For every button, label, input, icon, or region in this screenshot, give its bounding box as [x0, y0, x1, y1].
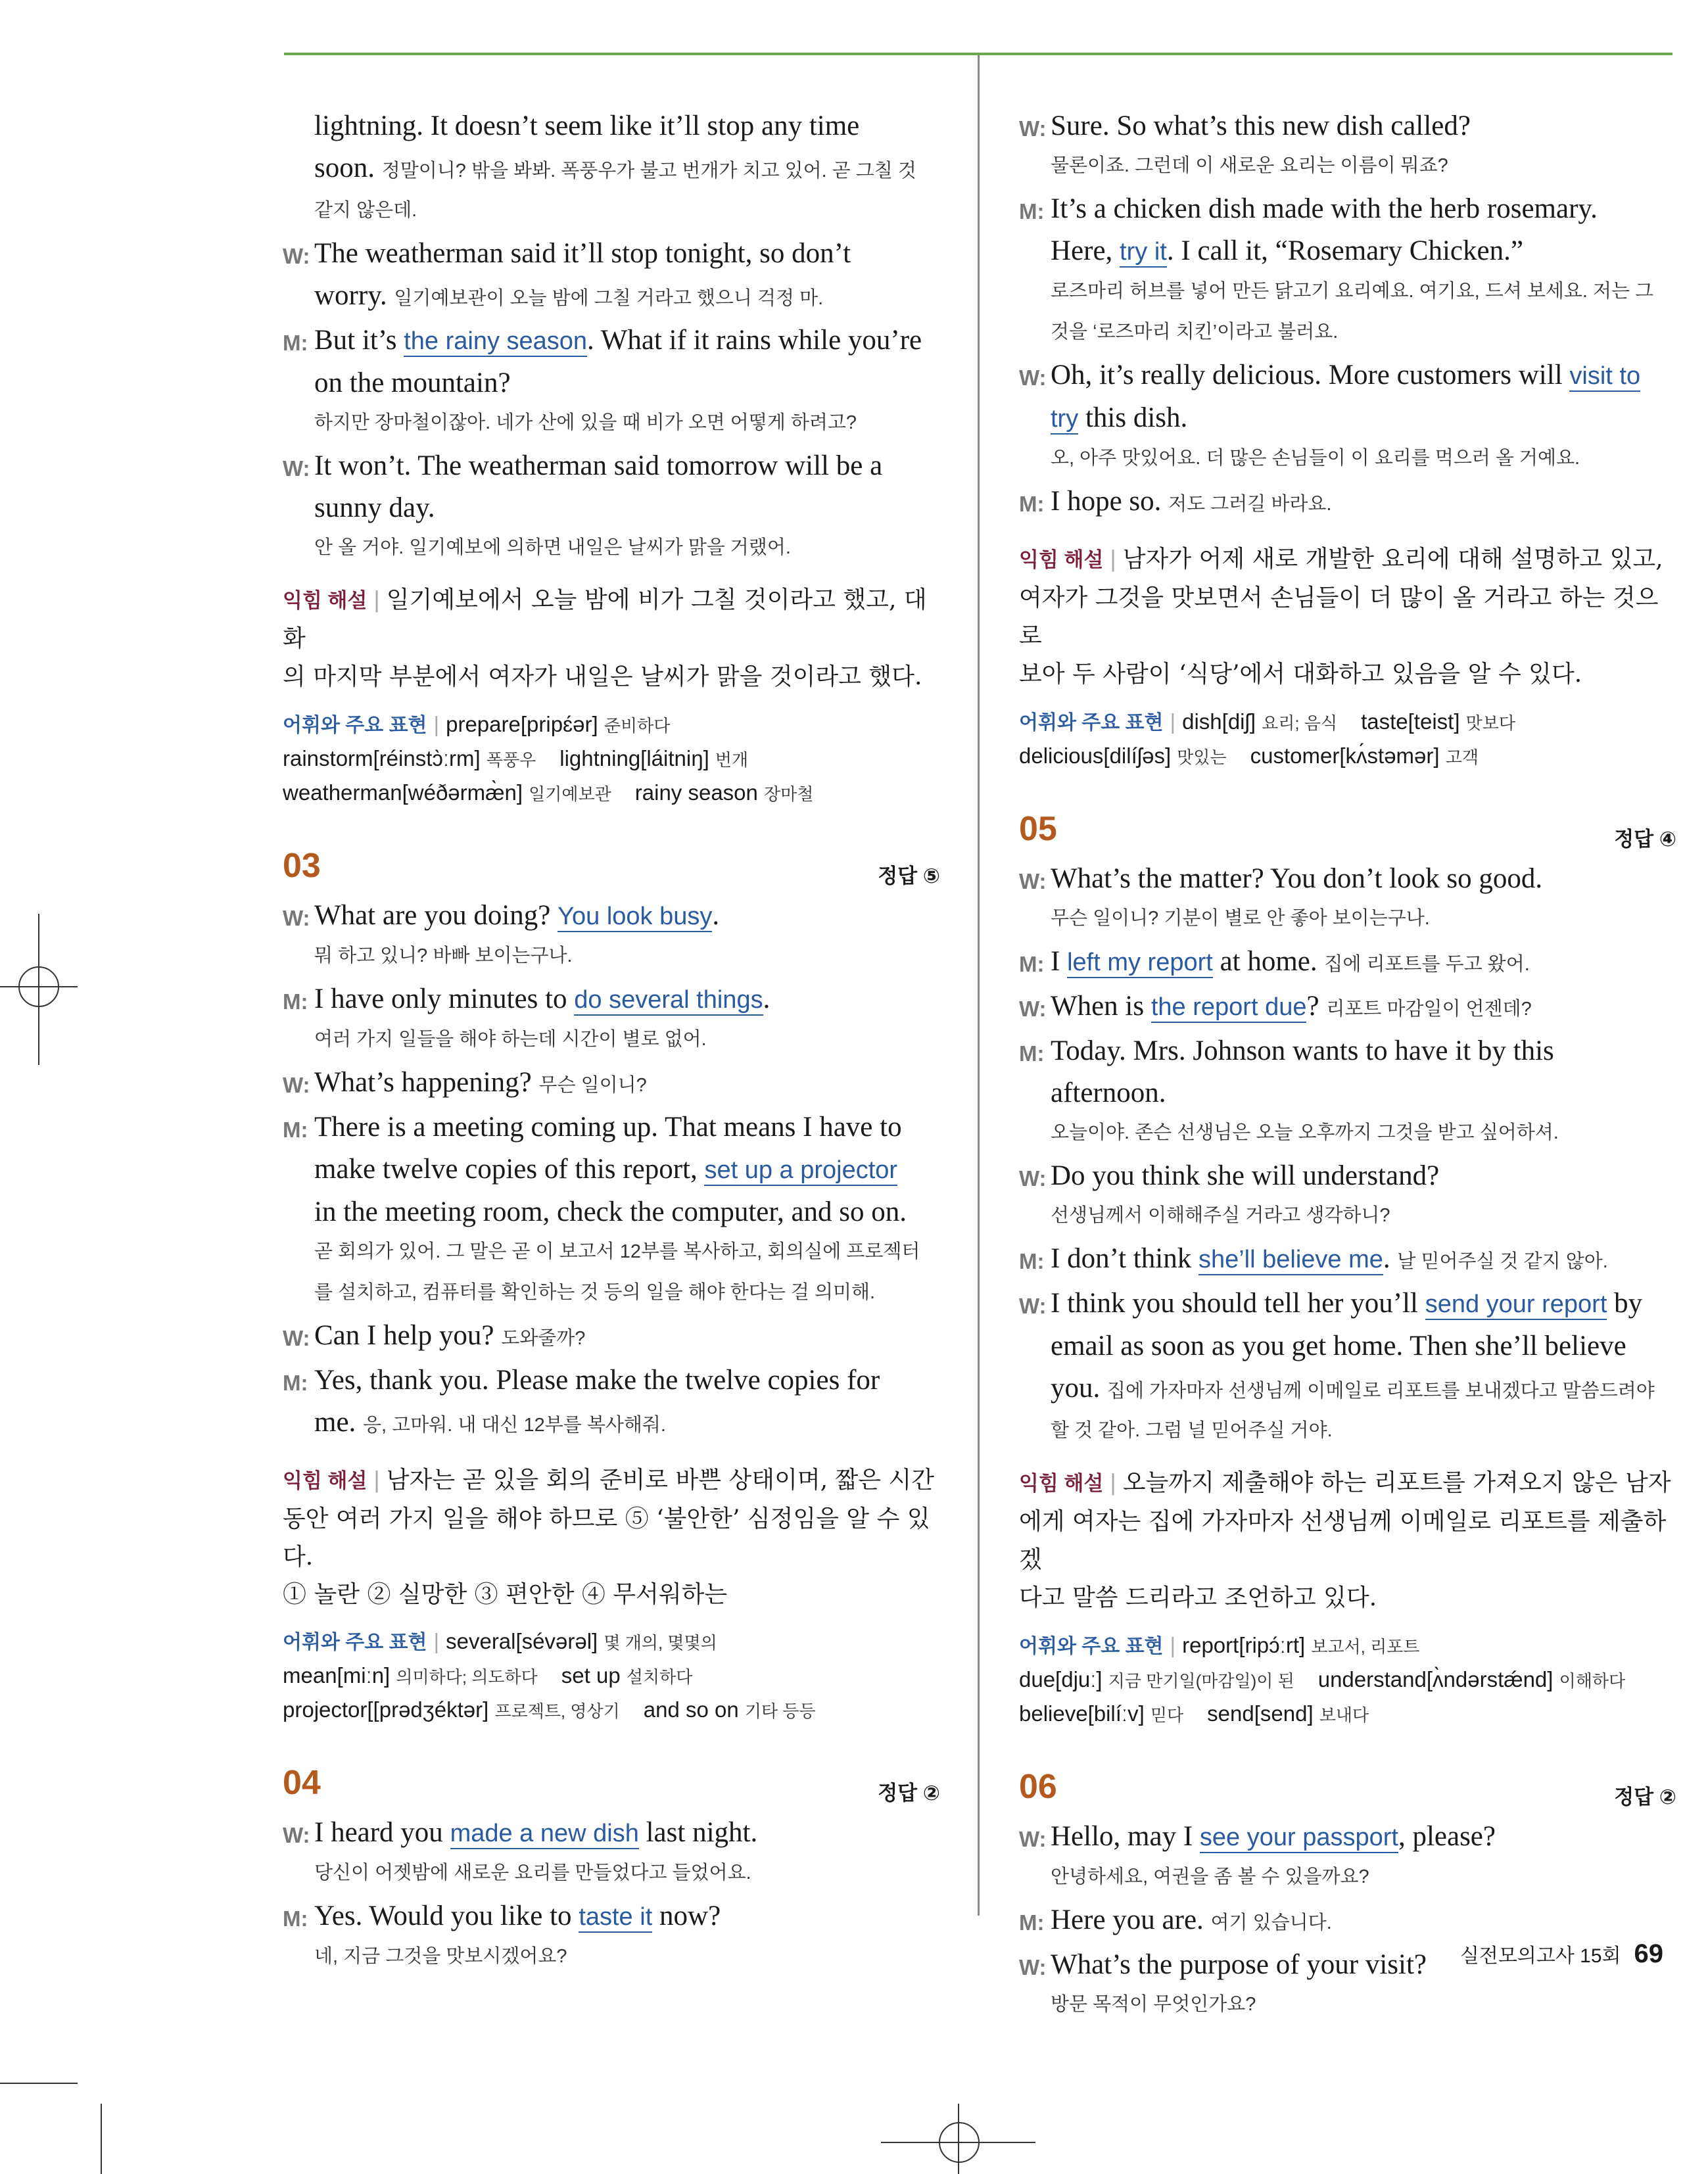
explanation-text: 의 마지막 부분에서 여자가 내일은 날씨가 맑을 것이라고 했다.: [283, 663, 922, 690]
vocab-row: [283, 742, 940, 776]
blank-answer: made a new dish: [450, 1820, 639, 1849]
speaker-label: W:: [283, 1326, 310, 1350]
dialogue-line: [283, 319, 940, 362]
explanation-text: 에게 여자는 집에 가자마자 선생님께 이메일로 리포트를 제출하겠: [1019, 1508, 1667, 1573]
question-06-dialogue: [1019, 1816, 1676, 2023]
dialogue-text: soon.: [314, 153, 382, 183]
speaker-label: M:: [1019, 952, 1045, 976]
dialogue-text: Today. Mrs. Johnson wants to have it by this afternoon.: [1051, 1035, 1554, 1108]
dialogue-text: . I call it, “Rosemary Chicken.”: [1166, 235, 1523, 266]
vocab-label: 어휘와 주요 표현: [1019, 1636, 1164, 1657]
registration-mark-circle: [939, 2122, 980, 2163]
dialogue-text: I hope so.: [1051, 486, 1169, 517]
korean-translation: 당신이 어젯밤에 새로운 요리를 만들었다고 들었어요.: [314, 1862, 751, 1883]
dialogue-line: [283, 1359, 940, 1402]
explanation-text: 동안 여러 가지 일을 해야 하므로 ⑤ ‘불안한’ 심정임을 알 수 있다.: [283, 1505, 930, 1571]
question-04-vocabulary: [1019, 705, 1676, 774]
vocab-meaning: 몇 개의, 몇몇의: [604, 1633, 717, 1653]
question-05-dialogue: [1019, 858, 1676, 1449]
dialogue-line: [1019, 354, 1676, 397]
vocab-row: [1019, 740, 1676, 774]
dialogue-text: lightning. It doesn’t seem like it’ll stop any time: [314, 110, 860, 141]
dialogue-text: I: [1051, 946, 1068, 977]
blank-answer: left my report: [1067, 949, 1213, 978]
dialogue-line: [1019, 397, 1676, 440]
speaker-label: M:: [283, 1118, 308, 1142]
dialogue-line: [1019, 1899, 1676, 1944]
dialogue-text: I have only minutes to: [314, 983, 575, 1014]
vocab-meaning: 폭풍우: [486, 750, 536, 770]
korean-translation: 리포트 마감일이 언젠데?: [1326, 999, 1532, 1020]
korean-translation: 오, 아주 맛있어요. 더 많은 손님들이 이 요리를 먹으러 올 거예요.: [1051, 448, 1580, 469]
vocab-meaning: 믿다: [1150, 1705, 1184, 1725]
speaker-label: M:: [1019, 1910, 1045, 1935]
speaker-label: M:: [283, 1906, 308, 1931]
vocab-meaning: 의미하다; 의도하다: [396, 1667, 538, 1687]
speaker-label: W:: [1019, 997, 1047, 1021]
speaker-label: W:: [1019, 366, 1047, 390]
dialogue-text: There is a meeting coming up. That means I have to: [314, 1112, 902, 1143]
korean-translation: 할 것 같아. 그럼 널 믿어주실 거야.: [1051, 1420, 1333, 1441]
vocab-meaning: 보내다: [1319, 1705, 1369, 1725]
dialogue-text: by: [1607, 1288, 1643, 1319]
question-05-explanation: [1019, 1463, 1676, 1617]
dialogue-text: Yes. Would you like to: [314, 1901, 579, 1931]
page-footer: [1460, 1939, 1663, 1969]
vocab-word: weatherman[wéðərmæ̀n]: [283, 780, 523, 805]
speaker-label: M:: [283, 989, 308, 1014]
dialogue-line: [1019, 481, 1676, 525]
korean-translation: 하지만 장마철이잖아. 네가 산에 있을 때 비가 오면 어떻게 하려고?: [314, 412, 857, 433]
vocab-word: set up: [561, 1663, 621, 1688]
blank-answer: You look busy: [557, 903, 712, 932]
speaker-label: W:: [1019, 1294, 1047, 1318]
dialogue-text: Can I help you?: [314, 1320, 502, 1351]
question-05-header: [1019, 804, 1676, 858]
dialogue-text: .: [763, 983, 771, 1014]
vocab-row: [283, 1659, 940, 1693]
speaker-label: W:: [1019, 1166, 1047, 1191]
vocab-meaning: 요리; 음식: [1262, 713, 1338, 733]
vocab-label: 어휘와 주요 표현: [283, 1632, 427, 1653]
dialogue-text: Here,: [1051, 235, 1120, 266]
answer-label: 정답 ②: [878, 1782, 940, 1805]
dialogue-line: [283, 1402, 940, 1446]
dialogue-text: What’s the purpose of your visit?: [1051, 1949, 1427, 1980]
question-05-vocabulary: [1019, 1629, 1676, 1732]
korean-translation: 응, 고마워. 내 대신 12부를 복사해줘.: [363, 1415, 666, 1436]
dialogue-line: [1019, 1155, 1676, 1197]
vocab-word: projector[[prədʒéktər]: [283, 1697, 489, 1722]
korean-translation: 도와줄까?: [501, 1328, 586, 1349]
blank-answer: see your passport: [1200, 1824, 1398, 1853]
korean-translation: 물론이죠. 그런데 이 새로운 요리는 이름이 뭐죠?: [1051, 155, 1448, 176]
vocab-meaning: 지금 만기일(마감일)이 된: [1108, 1671, 1294, 1691]
question-04-header: [283, 1758, 940, 1812]
dialogue-line: [1019, 1325, 1676, 1367]
dialogue-line: [283, 362, 940, 404]
vocab-word: customer[kʌ́stəmər]: [1250, 744, 1440, 768]
dialogue-text: on the mountain?: [314, 367, 511, 398]
right-column: [1019, 105, 1676, 2027]
korean-translation: 선생님께서 이해해주실 거라고 생각하니?: [1051, 1205, 1390, 1226]
separator: |: [1110, 1469, 1116, 1496]
dialogue-line: [283, 233, 940, 275]
separator: |: [1110, 545, 1116, 572]
dialogue-line: [1019, 188, 1676, 230]
vocab-word: several[sévərəl]: [446, 1629, 598, 1653]
vocab-meaning: 맛보다: [1465, 713, 1516, 733]
speaker-label: M:: [1019, 492, 1045, 516]
dialogue-text: The weatherman said it’ll stop tonight, so don’t: [314, 238, 851, 269]
dialogue-text: Hello, may I: [1051, 1821, 1200, 1852]
explanation-label: 익힘 해설: [1019, 548, 1104, 571]
korean-translation: 오늘이야. 존슨 선생님은 오늘 오후까지 그것을 받고 싶어하셔.: [1051, 1122, 1559, 1143]
korean-translation: 여기 있습니다.: [1210, 1912, 1332, 1933]
separator: |: [433, 1629, 440, 1653]
separator: |: [373, 586, 380, 613]
dialogue-text: But it’s: [314, 325, 404, 356]
dialogue-text: It won’t. The weatherman said tomorrow will be a: [314, 450, 883, 481]
dialogue-text: What are you doing?: [314, 900, 558, 931]
question-number: 03: [283, 847, 321, 885]
vocab-meaning: 번개: [715, 750, 749, 770]
dialogue-line: [1019, 1367, 1676, 1412]
speaker-label: W:: [283, 456, 310, 481]
dialogue-text: It’s a chicken dish made with the herb rosemary.: [1051, 193, 1598, 224]
dialogue-text: make twelve copies of this report,: [314, 1154, 705, 1185]
korean-translation: 저도 그러길 바라요.: [1168, 494, 1332, 515]
dialogue-line: [1019, 1030, 1676, 1114]
explanation-text: 남자는 곧 있을 회의 준비로 바쁜 상태이며, 짧은 시간: [386, 1467, 935, 1494]
explanation-text: 오늘까지 제출해야 하는 리포트를 가져오지 않은 남자: [1122, 1469, 1671, 1496]
vocabulary: [283, 708, 940, 811]
separator: |: [373, 1466, 380, 1493]
speaker-label: M:: [1019, 199, 1045, 224]
korean-translation: 네, 지금 그것을 맛보시겠어요?: [314, 1946, 567, 1967]
vocab-row: [1019, 1629, 1676, 1663]
question-03-dialogue: [283, 895, 940, 1446]
question-04-dialogue: [283, 1812, 940, 1975]
question-04-dialogue-continued: [1019, 105, 1676, 525]
question-number: 04: [283, 1764, 321, 1802]
separator: |: [1170, 709, 1176, 734]
explanation: [283, 580, 940, 696]
vocab-row: [283, 1625, 940, 1659]
dialogue-text: me.: [314, 1407, 364, 1438]
speaker-label: M:: [1019, 1249, 1045, 1273]
question-04-explanation: [1019, 540, 1676, 694]
dialogue-text: ?: [1306, 991, 1327, 1022]
speaker-label: W:: [1019, 1827, 1047, 1851]
dialogue-line: [1019, 985, 1676, 1030]
korean-translation: 것을 ‘로즈마리 치킨’이라고 불러요.: [1051, 321, 1339, 343]
answer-label: 정답 ②: [1614, 1785, 1676, 1808]
blank-answer: she’ll believe me: [1198, 1246, 1383, 1275]
vocab-word: mean[miːn]: [283, 1663, 391, 1688]
korean-translation: 안녕하세요, 여권을 좀 볼 수 있을까요?: [1051, 1866, 1369, 1887]
vocab-row: [1019, 1663, 1676, 1697]
korean-translation: 집에 가자마자 선생님께 이메일로 리포트를 보내겠다고 말씀드려야: [1107, 1381, 1655, 1402]
question-number: 06: [1019, 1768, 1057, 1806]
dialogue-line: [1019, 858, 1676, 900]
blank-answer: try it: [1120, 238, 1167, 268]
dialogue-line: [283, 1191, 940, 1233]
vocab-row: [1019, 1697, 1676, 1732]
korean-translation: 곧 회의가 있어. 그 말은 곧 이 보고서 12부를 복사하고, 회의실에 프로젝터: [314, 1241, 920, 1262]
dialogue-text: Here you are.: [1051, 1904, 1211, 1935]
separator: |: [433, 712, 440, 736]
explanation-label: 익힘 해설: [283, 589, 368, 612]
dialogue-line: [1019, 230, 1676, 273]
dialogue-line: [283, 978, 940, 1021]
speaker-label: W:: [283, 1073, 310, 1097]
explanation-text: 여자가 그것을 맛보면서 손님들이 더 많이 올 거라고 하는 것으로: [1019, 584, 1659, 650]
dialogue-text: Do you think she will understand?: [1051, 1160, 1440, 1191]
explanation-text: 남자가 어제 새로 개발한 요리에 대해 설명하고 있고,: [1122, 546, 1663, 573]
crop-mark-line: [101, 2104, 102, 2174]
speaker-label: W:: [1019, 1955, 1047, 1979]
dialogue-line: [283, 1812, 940, 1855]
blank-answer: visit to: [1569, 362, 1640, 392]
dialogue-line: [1019, 941, 1676, 985]
dialogue-text: , please?: [1398, 1821, 1496, 1852]
dialogue-line: [283, 147, 940, 192]
speaker-label: W:: [283, 244, 310, 268]
footer-label: 실전모의고사 15회: [1459, 1945, 1621, 1967]
column-divider: [978, 55, 980, 1916]
dialogue-text: I don’t think: [1051, 1243, 1198, 1274]
dialogue-text: in the meeting room, check the computer, and so on.: [314, 1196, 907, 1227]
vocab-word: delicious[dilíʃəs]: [1019, 744, 1172, 768]
speaker-label: M:: [283, 331, 308, 355]
dialogue-line: [283, 487, 940, 529]
korean-translation: 여러 가지 일들을 해야 하는데 시간이 별로 없어.: [314, 1029, 707, 1050]
dialogue-line: [283, 1106, 940, 1148]
blank-answer: taste it: [579, 1903, 652, 1933]
vocab-word: understand[ʌ̀ndərstǽnd]: [1317, 1667, 1554, 1691]
left-column: [283, 105, 940, 1979]
korean-translation: 같지 않은데.: [314, 200, 417, 221]
dialogue-text: .: [1383, 1243, 1398, 1274]
vocab-word: prepare[pripɛ́ər]: [446, 712, 598, 736]
dialogue-text: . What if it rains while you’re: [587, 325, 922, 356]
dialogue-text: you.: [1051, 1373, 1107, 1404]
dialogue-line: [1019, 1283, 1676, 1325]
dialogue-text: last night.: [638, 1817, 758, 1848]
vocab-label: 어휘와 주요 표현: [1019, 712, 1164, 734]
vocab-word: dish[diʃ]: [1182, 709, 1256, 734]
dialogue-text: now?: [652, 1901, 721, 1931]
vocab-row: [283, 708, 940, 742]
crop-mark-line: [0, 2083, 78, 2084]
dialogue-line: [283, 1148, 940, 1191]
korean-translation: 뭐 하고 있니? 바빠 보이는구나.: [314, 945, 573, 966]
vocab-word: rainstorm[réinstɔ̀ːrm]: [283, 746, 481, 770]
korean-translation: 안 올 거야. 일기예보에 의하면 내일은 날씨가 맑을 거랬어.: [314, 537, 791, 558]
blank-answer: the report due: [1151, 993, 1307, 1023]
dialogue-text: at home.: [1212, 946, 1325, 977]
dialogue-text: When is: [1051, 991, 1151, 1022]
explanation-text: 다고 말씀 드리라고 조언하고 있다.: [1019, 1584, 1377, 1611]
vocab-meaning: 프로젝트, 영상기: [494, 1701, 620, 1721]
speaker-label: M:: [1019, 1041, 1045, 1066]
dialogue-line: [1019, 1238, 1676, 1283]
vocab-word: rainy season: [634, 780, 758, 805]
speaker-label: W:: [283, 906, 310, 930]
vocab-word: send[send]: [1207, 1701, 1314, 1726]
vocab-word: taste[teist]: [1361, 709, 1460, 734]
dialogue-line: [283, 275, 940, 319]
dialogue-line: [283, 895, 940, 937]
speaker-label: W:: [1019, 869, 1047, 893]
vocab-word: lightning[láitniŋ]: [559, 746, 709, 770]
vocab-meaning: 설치하다: [626, 1667, 693, 1687]
explanation-text: 보아 두 사람이 ‘식당’에서 대화하고 있음을 알 수 있다.: [1019, 661, 1582, 688]
korean-translation: 를 설치하고, 컴퓨터를 확인하는 것 등의 일을 해야 한다는 걸 의미해.: [314, 1282, 876, 1303]
vocab-word: believe[bilíːv]: [1019, 1701, 1145, 1726]
dialogue-text: Yes, thank you. Please make the twelve copies for: [314, 1365, 880, 1396]
dialogue-line: [1019, 1816, 1676, 1858]
korean-translation: 집에 리포트를 두고 왔어.: [1324, 954, 1530, 975]
vocab-meaning: 장마철: [764, 784, 814, 804]
dialogue-text: What’s happening?: [314, 1067, 539, 1098]
dialogue-text: I think you should tell her you’ll: [1051, 1288, 1425, 1319]
answer-label: 정답 ④: [1614, 828, 1676, 851]
blank-answer: send your report: [1425, 1290, 1607, 1320]
vocab-row: [283, 776, 940, 811]
vocab-word: report[ripɔ́ːrt]: [1182, 1633, 1306, 1657]
dialogue-text: this dish.: [1078, 402, 1188, 433]
question-06-header: [1019, 1762, 1676, 1816]
blank-answer: try: [1051, 405, 1078, 435]
explanation-text: 일기예보에서 오늘 밤에 비가 그칠 것이라고 했고, 대화: [283, 586, 927, 652]
blank-answer: the rainy season: [404, 327, 587, 357]
vocab-label: 어휘와 주요 표현: [283, 715, 427, 736]
korean-translation: 무슨 일이니?: [538, 1075, 647, 1096]
korean-translation: 방문 목적이 무엇인가요?: [1051, 1994, 1256, 2015]
vocab-meaning: 맛있는: [1177, 747, 1227, 767]
vocab-meaning: 고객: [1445, 747, 1479, 767]
dialogue-line: [283, 105, 940, 147]
vocab-word: due[djuː]: [1019, 1667, 1103, 1691]
question-number: 05: [1019, 810, 1057, 848]
blank-answer: do several things: [574, 986, 763, 1016]
question-03-choices: ① 놀란 ② 실망한 ③ 편안한 ④ 무서워하는: [283, 1581, 728, 1608]
dialogue-line: [283, 1315, 940, 1359]
speaker-label: W:: [1019, 116, 1047, 141]
dialogue-text: .: [712, 900, 720, 931]
registration-mark-circle: [18, 966, 59, 1007]
answer-label: 정답 ⑤: [878, 864, 940, 887]
dialogue-line: [1019, 105, 1676, 147]
korean-translation: 무슨 일이니? 기분이 별로 안 좋아 보이는구나.: [1051, 908, 1430, 929]
dialogue-line: [283, 445, 940, 487]
question-03-explanation: [283, 1461, 940, 1576]
korean-translation: 정말이니? 밖을 봐봐. 폭풍우가 불고 번개가 치고 있어. 곧 그칠 것: [381, 160, 916, 181]
vocab-meaning: 보고서, 리포트: [1311, 1637, 1420, 1657]
explanation-label: 익힘 해설: [1019, 1472, 1104, 1495]
dialogue-text: worry.: [314, 280, 394, 311]
speaker-label: M:: [283, 1371, 308, 1395]
vocab-row: [283, 1693, 940, 1728]
question-03-header: [283, 841, 940, 895]
vocab-row: [1019, 705, 1676, 740]
dialogue-text: Sure. So what’s this new dish called?: [1051, 110, 1471, 141]
vocab-word: and so on: [643, 1697, 739, 1722]
dialogue-text: Oh, it’s really delicious. More customers will: [1051, 360, 1570, 390]
page-number: 69: [1634, 1939, 1663, 1968]
dialogue-line: [283, 1895, 940, 1938]
separator: |: [1170, 1633, 1176, 1657]
speaker-label: W:: [283, 1823, 310, 1847]
question-03-vocabulary: [283, 1625, 940, 1728]
dialogue-text: sunny day.: [314, 492, 435, 523]
korean-translation: 날 믿어주실 것 같지 않아.: [1397, 1251, 1608, 1272]
vocab-meaning: 기타 등등: [744, 1701, 816, 1721]
blank-answer: set up a projector: [704, 1156, 897, 1186]
korean-translation: 로즈마리 허브를 넣어 만든 닭고기 요리예요. 여기요, 드셔 보세요. 저는 그: [1051, 281, 1654, 302]
vocab-meaning: 일기예보관: [529, 784, 611, 804]
vocab-meaning: 이해하다: [1559, 1671, 1626, 1691]
dialogue-text: I heard you: [314, 1817, 450, 1848]
dialogue-continued: [283, 105, 940, 566]
dialogue-text: email as soon as you get home. Then she’ll believe: [1051, 1331, 1626, 1361]
explanation-label: 익힘 해설: [283, 1469, 368, 1492]
korean-translation: 일기예보관이 오늘 밤에 그칠 거라고 했으니 걱정 마.: [394, 288, 824, 309]
dialogue-text: What’s the matter? You don’t look so good.: [1051, 863, 1543, 894]
vocab-meaning: 준비하다: [604, 716, 671, 736]
dialogue-line: [283, 1062, 940, 1106]
